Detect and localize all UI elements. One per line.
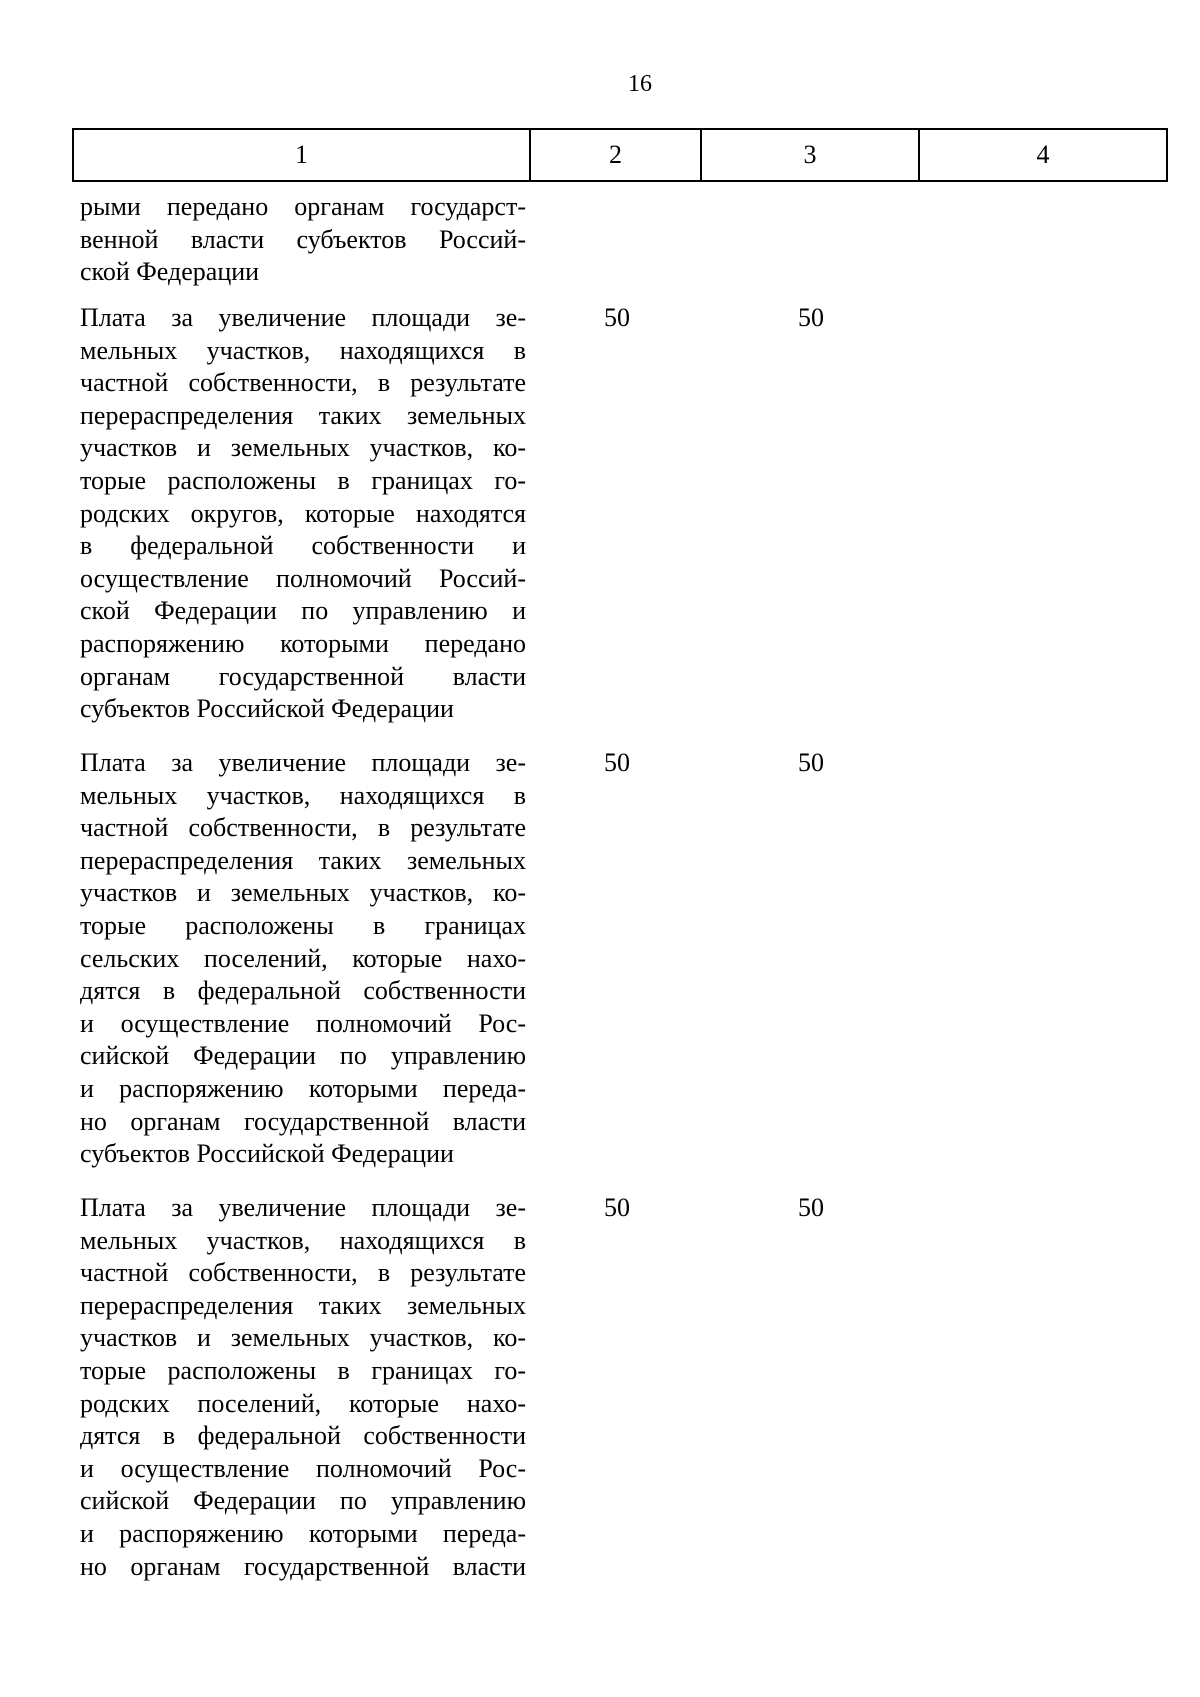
column-number-header bbox=[72, 128, 1168, 182]
header-col-3: 3 bbox=[701, 129, 919, 181]
description-line: Плата за увеличение площади зе- bbox=[80, 303, 526, 332]
description-line: ской Федерации по управлению и bbox=[80, 596, 526, 626]
description-line: частной собственности, в результате bbox=[80, 813, 526, 843]
value-col-2: 50 bbox=[604, 748, 630, 777]
description-line: мельных участков, находящихся в bbox=[80, 780, 526, 810]
header-col-4: 4 bbox=[919, 129, 1167, 181]
description-line: но органам государственной власти bbox=[80, 1551, 526, 1581]
value-col-2: 50 bbox=[604, 303, 630, 332]
description-line: участков и земельных участков, ко- bbox=[80, 433, 526, 463]
description-line: и распоряжению которыми переда- bbox=[80, 1518, 526, 1548]
description-line: венной власти субъектов Россий- bbox=[80, 224, 526, 254]
page-number: 16 bbox=[628, 71, 652, 97]
description-line: но органам государственной власти bbox=[80, 1106, 526, 1136]
description-line: дятся в федеральной собственности bbox=[80, 1421, 526, 1451]
header-col-1: 1 bbox=[73, 129, 530, 181]
header-row bbox=[73, 129, 1167, 181]
row-description bbox=[80, 747, 526, 1171]
row-description bbox=[80, 1192, 526, 1583]
value-col-2: 50 bbox=[604, 1193, 630, 1222]
description-line: рыми передано органам государст- bbox=[80, 192, 526, 221]
value-col-3: 50 bbox=[798, 1193, 824, 1222]
description-line: Плата за увеличение площади зе- bbox=[80, 748, 526, 777]
description-line: перераспределения таких земельных bbox=[80, 845, 526, 875]
description-line: торые расположены в границах го- bbox=[80, 465, 526, 495]
description-line: распоряжению которыми передано bbox=[80, 628, 526, 658]
description-line: сийской Федерации по управлению bbox=[80, 1486, 526, 1516]
value-col-3: 50 bbox=[798, 303, 824, 332]
description-line: родских округов, которые находятся bbox=[80, 498, 526, 528]
description-line: мельных участков, находящихся в bbox=[80, 1225, 526, 1255]
description-line: и осуществление полномочий Рос- bbox=[80, 1453, 526, 1483]
description-line: субъектов Российской Федерации bbox=[80, 1139, 454, 1169]
description-line: Плата за увеличение площади зе- bbox=[80, 1193, 526, 1222]
row-description bbox=[80, 302, 526, 726]
description-line: частной собственности, в результате bbox=[80, 1258, 526, 1288]
description-line: перераспределения таких земельных bbox=[80, 400, 526, 430]
description-line: торые расположены в границах го- bbox=[80, 1355, 526, 1385]
description-line: участков и земельных участков, ко- bbox=[80, 1323, 526, 1353]
description-line: торые расположены в границах bbox=[80, 910, 526, 940]
description-line: осуществление полномочий Россий- bbox=[80, 563, 526, 593]
description-line: родских поселений, которые нахо- bbox=[80, 1388, 526, 1418]
description-line: органам государственной власти bbox=[80, 661, 526, 691]
description-line: и распоряжению которыми переда- bbox=[80, 1073, 526, 1103]
description-line: участков и земельных участков, ко- bbox=[80, 878, 526, 908]
description-line: мельных участков, находящихся в bbox=[80, 335, 526, 365]
description-line: перераспределения таких земельных bbox=[80, 1290, 526, 1320]
description-line: и осуществление полномочий Рос- bbox=[80, 1008, 526, 1038]
description-line: дятся в федеральной собственности bbox=[80, 976, 526, 1006]
description-line: ской Федерации bbox=[80, 257, 260, 287]
header-col-2: 2 bbox=[530, 129, 701, 181]
description-line: сийской Федерации по управлению bbox=[80, 1041, 526, 1071]
description-line: субъектов Российской Федерации bbox=[80, 694, 454, 724]
description-line: в федеральной собственности и bbox=[80, 531, 526, 561]
description-line: сельских поселений, которые нахо- bbox=[80, 943, 526, 973]
description-line: частной собственности, в результате bbox=[80, 368, 526, 398]
value-col-3: 50 bbox=[798, 748, 824, 777]
row-description bbox=[80, 191, 526, 289]
